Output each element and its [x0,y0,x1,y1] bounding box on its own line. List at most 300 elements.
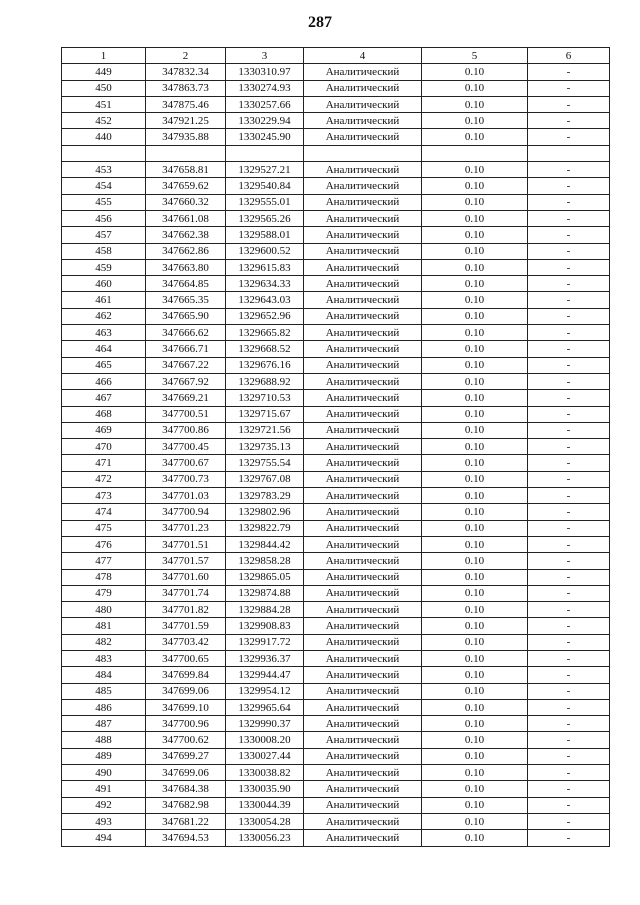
table-cell: - [528,406,610,422]
table-cell: 0.10 [422,634,528,650]
table-cell: 347701.23 [146,520,226,536]
table-cell: 1329783.29 [226,488,304,504]
table-cell: 0.10 [422,243,528,259]
table-cell: 1330054.28 [226,813,304,829]
table-cell: Аналитический [304,813,422,829]
table-cell: Аналитический [304,259,422,275]
table-cell: 461 [62,292,146,308]
table-cell: 347700.86 [146,422,226,438]
table-cell: 484 [62,667,146,683]
table-cell: 471 [62,455,146,471]
table-cell: 347699.84 [146,667,226,683]
table-cell: 347700.45 [146,439,226,455]
table-cell: 1329755.54 [226,455,304,471]
table-cell: - [528,259,610,275]
table-cell: Аналитический [304,357,422,373]
table-cell: - [528,341,610,357]
table-row [62,390,610,406]
table-cell: 347701.57 [146,553,226,569]
table-cell: Аналитический [304,308,422,324]
table-cell: 347700.51 [146,406,226,422]
table-cell: 347669.21 [146,390,226,406]
table-cell: - [528,113,610,129]
table-row [62,618,610,634]
table-cell: 0.10 [422,96,528,112]
table-cell: 1330310.97 [226,64,304,80]
table-cell: Аналитический [304,390,422,406]
table-cell: 478 [62,569,146,585]
table-cell: Аналитический [304,585,422,601]
table-cell: Аналитический [304,227,422,243]
table-cell: 0.10 [422,602,528,618]
table-row [62,781,610,797]
column-header: 4 [304,48,422,64]
table-cell: - [528,80,610,96]
table-cell: Аналитический [304,178,422,194]
table-cell: Аналитический [304,536,422,552]
table-cell: 0.10 [422,781,528,797]
table-cell: 1329588.01 [226,227,304,243]
table-cell: 347701.82 [146,602,226,618]
table-cell [146,145,226,161]
table-cell: Аналитический [304,162,422,178]
table-cell: 483 [62,650,146,666]
table-cell: - [528,585,610,601]
table-cell: 1329634.33 [226,276,304,292]
table-cell: 347700.65 [146,650,226,666]
column-header: 2 [146,48,226,64]
table-cell: 477 [62,553,146,569]
table-row [62,455,610,471]
table-cell: Аналитический [304,194,422,210]
table-cell: 463 [62,325,146,341]
table-row [62,357,610,373]
table-cell: - [528,439,610,455]
table-cell: - [528,813,610,829]
table-row [62,471,610,487]
table-cell: 347665.35 [146,292,226,308]
table-cell: - [528,276,610,292]
table-row [62,422,610,438]
table-cell: 0.10 [422,667,528,683]
table-cell: 347667.92 [146,373,226,389]
table-cell: - [528,227,610,243]
table-cell: 1329615.83 [226,259,304,275]
table-cell: 0.10 [422,830,528,846]
table-cell: 347935.88 [146,129,226,145]
table-cell: - [528,667,610,683]
table-cell: 347699.27 [146,748,226,764]
table-row [62,145,610,161]
table-cell: - [528,748,610,764]
table-cell: - [528,650,610,666]
table-cell: 0.10 [422,618,528,634]
table-cell: 1329936.37 [226,650,304,666]
table-cell: 473 [62,488,146,504]
table-cell: 1330257.66 [226,96,304,112]
table-cell: Аналитический [304,797,422,813]
table-cell: 0.10 [422,471,528,487]
table-cell: 460 [62,276,146,292]
table-cell: Аналитический [304,781,422,797]
table-cell: 347660.32 [146,194,226,210]
table-row [62,797,610,813]
table-cell: 467 [62,390,146,406]
table-cell: 347701.03 [146,488,226,504]
table-cell: - [528,96,610,112]
table-row [62,64,610,80]
table-cell: 1329822.79 [226,520,304,536]
table-cell: 481 [62,618,146,634]
table-cell: 1330035.90 [226,781,304,797]
table-cell: - [528,455,610,471]
table-cell: 1329721.56 [226,422,304,438]
table-cell: - [528,178,610,194]
table-row [62,699,610,715]
table-cell [422,145,528,161]
table-cell: - [528,162,610,178]
table-cell: 0.10 [422,536,528,552]
table-cell: 0.10 [422,797,528,813]
table-cell: Аналитический [304,292,422,308]
table-cell: - [528,553,610,569]
table-cell: - [528,194,610,210]
table-row [62,585,610,601]
table-row [62,667,610,683]
table-cell: - [528,520,610,536]
table-row [62,308,610,324]
table-cell: 0.10 [422,406,528,422]
table-cell: - [528,471,610,487]
table-row [62,813,610,829]
table-cell: 0.10 [422,80,528,96]
table-cell: - [528,797,610,813]
table-cell: 1329565.26 [226,210,304,226]
table-cell: 480 [62,602,146,618]
table-cell: 347699.10 [146,699,226,715]
table-row [62,683,610,699]
table-cell: 450 [62,80,146,96]
table-cell: 0.10 [422,439,528,455]
table-cell: Аналитический [304,488,422,504]
table-cell: - [528,765,610,781]
table-cell: 469 [62,422,146,438]
table-cell: 0.10 [422,325,528,341]
table-cell: 0.10 [422,650,528,666]
table-row [62,765,610,781]
table-cell: - [528,243,610,259]
table-cell: 1329668.52 [226,341,304,357]
table-cell: 456 [62,210,146,226]
table-cell: Аналитический [304,667,422,683]
table-row [62,113,610,129]
table-row [62,439,610,455]
table-cell: 347700.62 [146,732,226,748]
table-cell: 347694.53 [146,830,226,846]
table-cell: Аналитический [304,210,422,226]
table-cell: 1329965.64 [226,699,304,715]
table-row [62,259,610,275]
table-row [62,732,610,748]
table-cell: 1329710.53 [226,390,304,406]
table-cell: - [528,422,610,438]
column-header: 3 [226,48,304,64]
table-cell: 347700.96 [146,716,226,732]
table-cell: 347699.06 [146,683,226,699]
table-cell: Аналитический [304,276,422,292]
table-cell: 468 [62,406,146,422]
table-cell: 493 [62,813,146,829]
table-header [62,48,610,64]
table-cell: 1329688.92 [226,373,304,389]
table-row [62,80,610,96]
table-row [62,488,610,504]
table-cell: 1330008.20 [226,732,304,748]
table-cell: 347664.85 [146,276,226,292]
table-cell: 485 [62,683,146,699]
table-cell: - [528,308,610,324]
table-cell: Аналитический [304,569,422,585]
table-cell: 455 [62,194,146,210]
table-cell: Аналитический [304,634,422,650]
table-cell: - [528,569,610,585]
table-cell: - [528,210,610,226]
table-cell: 1329908.83 [226,618,304,634]
table-cell: Аналитический [304,422,422,438]
table-cell: 0.10 [422,813,528,829]
table-row [62,276,610,292]
table-cell: Аналитический [304,650,422,666]
table-cell: 1329802.96 [226,504,304,520]
table-cell: 347658.81 [146,162,226,178]
table-cell: 1330027.44 [226,748,304,764]
table-cell: 0.10 [422,373,528,389]
table-row [62,210,610,226]
table-cell: 1329884.28 [226,602,304,618]
table-cell: 470 [62,439,146,455]
table-cell: Аналитический [304,699,422,715]
table-cell: 451 [62,96,146,112]
table-cell: - [528,504,610,520]
table-cell: 462 [62,308,146,324]
table-cell: 0.10 [422,357,528,373]
table-cell: 1329643.03 [226,292,304,308]
table-cell: 347665.90 [146,308,226,324]
table-cell: 1329858.28 [226,553,304,569]
column-header: 6 [528,48,610,64]
table-row [62,602,610,618]
table-cell: 347666.71 [146,341,226,357]
table-cell: 347661.08 [146,210,226,226]
table-cell [62,145,146,161]
table-cell: 492 [62,797,146,813]
table-cell: 347863.73 [146,80,226,96]
table-cell: 0.10 [422,699,528,715]
table-cell: Аналитический [304,602,422,618]
table-cell: - [528,716,610,732]
table-cell: Аналитический [304,406,422,422]
table-cell: 347681.22 [146,813,226,829]
table-cell: - [528,390,610,406]
table-cell: 347662.38 [146,227,226,243]
table-row [62,292,610,308]
table-row [62,650,610,666]
table-cell: 490 [62,765,146,781]
table-cell: 457 [62,227,146,243]
table-cell: Аналитический [304,64,422,80]
table-cell: 482 [62,634,146,650]
table-cell: Аналитический [304,716,422,732]
column-header: 5 [422,48,528,64]
table-cell: - [528,732,610,748]
table-cell: 347700.73 [146,471,226,487]
table-cell: 347700.94 [146,504,226,520]
table-cell: Аналитический [304,325,422,341]
table-cell: 476 [62,536,146,552]
table-cell: 1329767.08 [226,471,304,487]
table-cell: Аналитический [304,683,422,699]
table-cell: Аналитический [304,830,422,846]
table-cell: 454 [62,178,146,194]
table-cell: 1329735.13 [226,439,304,455]
header-row [62,48,610,64]
table-cell: 0.10 [422,259,528,275]
table-cell: 1329865.05 [226,569,304,585]
table-cell: 0.10 [422,113,528,129]
table-cell: 0.10 [422,488,528,504]
table-cell: 0.10 [422,748,528,764]
table-cell: 0.10 [422,276,528,292]
table-cell: Аналитический [304,748,422,764]
table-cell: 486 [62,699,146,715]
table-cell: Аналитический [304,504,422,520]
table-cell: 347662.86 [146,243,226,259]
table-cell: Аналитический [304,553,422,569]
table-cell: 347832.34 [146,64,226,80]
table-row [62,406,610,422]
table-cell: 0.10 [422,390,528,406]
table-row [62,716,610,732]
table-cell: 0.10 [422,716,528,732]
table-cell: - [528,602,610,618]
table-cell: 347699.06 [146,765,226,781]
table-cell: - [528,129,610,145]
table-row [62,96,610,112]
table-cell: 347684.38 [146,781,226,797]
table-cell: 0.10 [422,732,528,748]
table-cell: 1329676.16 [226,357,304,373]
table-row [62,504,610,520]
table-cell: 459 [62,259,146,275]
table-cell: 1329652.96 [226,308,304,324]
table-cell: 0.10 [422,765,528,781]
table-cell: 347659.62 [146,178,226,194]
table-cell: 475 [62,520,146,536]
table-row [62,129,610,145]
table-cell: 0.10 [422,455,528,471]
table-cell: Аналитический [304,243,422,259]
table-cell: Аналитический [304,113,422,129]
table-cell: 1329527.21 [226,162,304,178]
table-cell: 347663.80 [146,259,226,275]
table-cell: 440 [62,129,146,145]
table-cell: 1329844.42 [226,536,304,552]
table-cell: - [528,292,610,308]
table-cell: Аналитический [304,439,422,455]
table-row [62,553,610,569]
table-cell: - [528,325,610,341]
table-row [62,536,610,552]
table-cell: 488 [62,732,146,748]
table-row [62,162,610,178]
table-cell: 0.10 [422,422,528,438]
table-cell: 453 [62,162,146,178]
table-cell: Аналитический [304,520,422,536]
table-cell: Аналитический [304,341,422,357]
table-row [62,830,610,846]
column-header: 1 [62,48,146,64]
table-cell [226,145,304,161]
table-cell: Аналитический [304,765,422,781]
table-cell: 347666.62 [146,325,226,341]
table-cell: 0.10 [422,64,528,80]
table-cell: 1329540.84 [226,178,304,194]
table-cell: 0.10 [422,520,528,536]
table-cell: 1329715.67 [226,406,304,422]
table-cell: 0.10 [422,194,528,210]
table-cell: Аналитический [304,80,422,96]
table-cell: 452 [62,113,146,129]
table-cell: Аналитический [304,96,422,112]
table-cell: 1330229.94 [226,113,304,129]
table-cell: 347700.67 [146,455,226,471]
table-cell: 1330245.90 [226,129,304,145]
table-cell: 449 [62,64,146,80]
table-cell: 0.10 [422,683,528,699]
table-cell: 347921.25 [146,113,226,129]
table-row [62,243,610,259]
table-cell: 466 [62,373,146,389]
table-cell: Аналитический [304,129,422,145]
coordinates-table [61,47,610,847]
table-cell: 474 [62,504,146,520]
table-cell: 487 [62,716,146,732]
table-row [62,178,610,194]
table-cell: 1329555.01 [226,194,304,210]
table-cell: 0.10 [422,553,528,569]
table-cell: 458 [62,243,146,259]
table-cell: - [528,373,610,389]
table-cell: 1330038.82 [226,765,304,781]
table-cell [304,145,422,161]
table-cell: 1329874.88 [226,585,304,601]
table-body [62,64,610,846]
table-cell: 489 [62,748,146,764]
table-cell: 347701.74 [146,585,226,601]
table-cell: 0.10 [422,210,528,226]
table-cell: - [528,618,610,634]
table-row [62,325,610,341]
table-cell: 1330274.93 [226,80,304,96]
table-cell: 347701.60 [146,569,226,585]
table-cell: 0.10 [422,178,528,194]
table-cell: - [528,64,610,80]
table-cell: 1330056.23 [226,830,304,846]
table-cell: 479 [62,585,146,601]
table-cell: 0.10 [422,569,528,585]
table-cell: Аналитический [304,618,422,634]
table-cell: - [528,830,610,846]
